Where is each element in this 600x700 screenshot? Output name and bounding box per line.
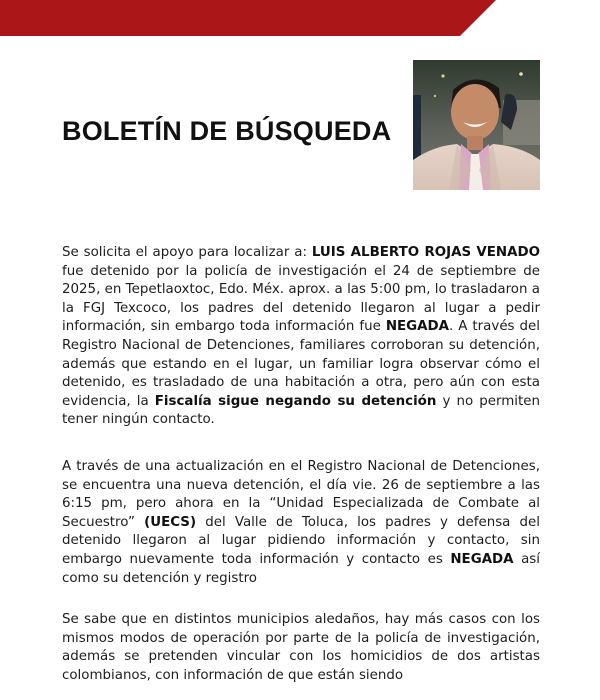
paragraph-related-cases (62, 611, 540, 685)
missing-person-name: LUIS ALBERTO ROJAS VENADO (311, 245, 541, 260)
paragraph-detention-details (62, 244, 540, 430)
text: y no permiten tener ningún contacto. (62, 393, 541, 428)
text: Se solicita el apoyo para localizar a: (62, 245, 312, 260)
text: así como su detención y registro (62, 551, 540, 586)
paragraph-registry-update (62, 458, 540, 588)
page-title: BOLETÍN DE BÚSQUEDA (62, 116, 392, 146)
text: fue detenido por la policía de investigación el 24 de septiembre de 2025, en Tepetlaoxtoc, Edo. Méx. aprox. a las 5:00 pm, lo trasladaron a la FGJ Texcoco, los padres del detenido llegaron al lugar a pedir información, sin embargo toda información fue (62, 263, 540, 335)
text: A través de una actualización en el Registro Nacional de Detenciones, se encuentra una nueva detención, el día vie. 26 de septiembre a las 6:15 pm, pero ahora en la “Unidad Especializada de Combate al Secuestro” (62, 458, 540, 530)
bulletin-body (62, 244, 540, 685)
banner-shape (0, 0, 600, 36)
missing-person-photo (413, 60, 540, 190)
person-photo-image (413, 60, 540, 190)
red-header-banner (0, 0, 600, 36)
emphasis-fiscalia: Fiscalía sigue negando su detención (154, 393, 437, 409)
emphasis-negada: NEGADA (450, 551, 514, 567)
text: . A través del Registro Nacional de Detenciones, familiares corroboran su detención, además que estando en el lugar, un familiar logra observar cómo el detenido, es trasladado de una habitación a otra, pero aún con esta evidencia, la (62, 319, 540, 409)
text: Se sabe que en distintos municipios aledaños, hay más casos con los mismos modos de operación por parte de la policía de investigación, además se pretenden vincular con los homicidios de dos artistas colombianos, con información de que están siendo (62, 612, 540, 683)
text: del Valle de Toluca, los padres y defensa del detenido llegaron al lugar pidiendo información y contacto, sin embargo nuevamente toda información y contacto es (62, 514, 540, 567)
emphasis-uecs: (UECS) (144, 514, 197, 530)
emphasis-negada: NEGADA (385, 319, 449, 335)
